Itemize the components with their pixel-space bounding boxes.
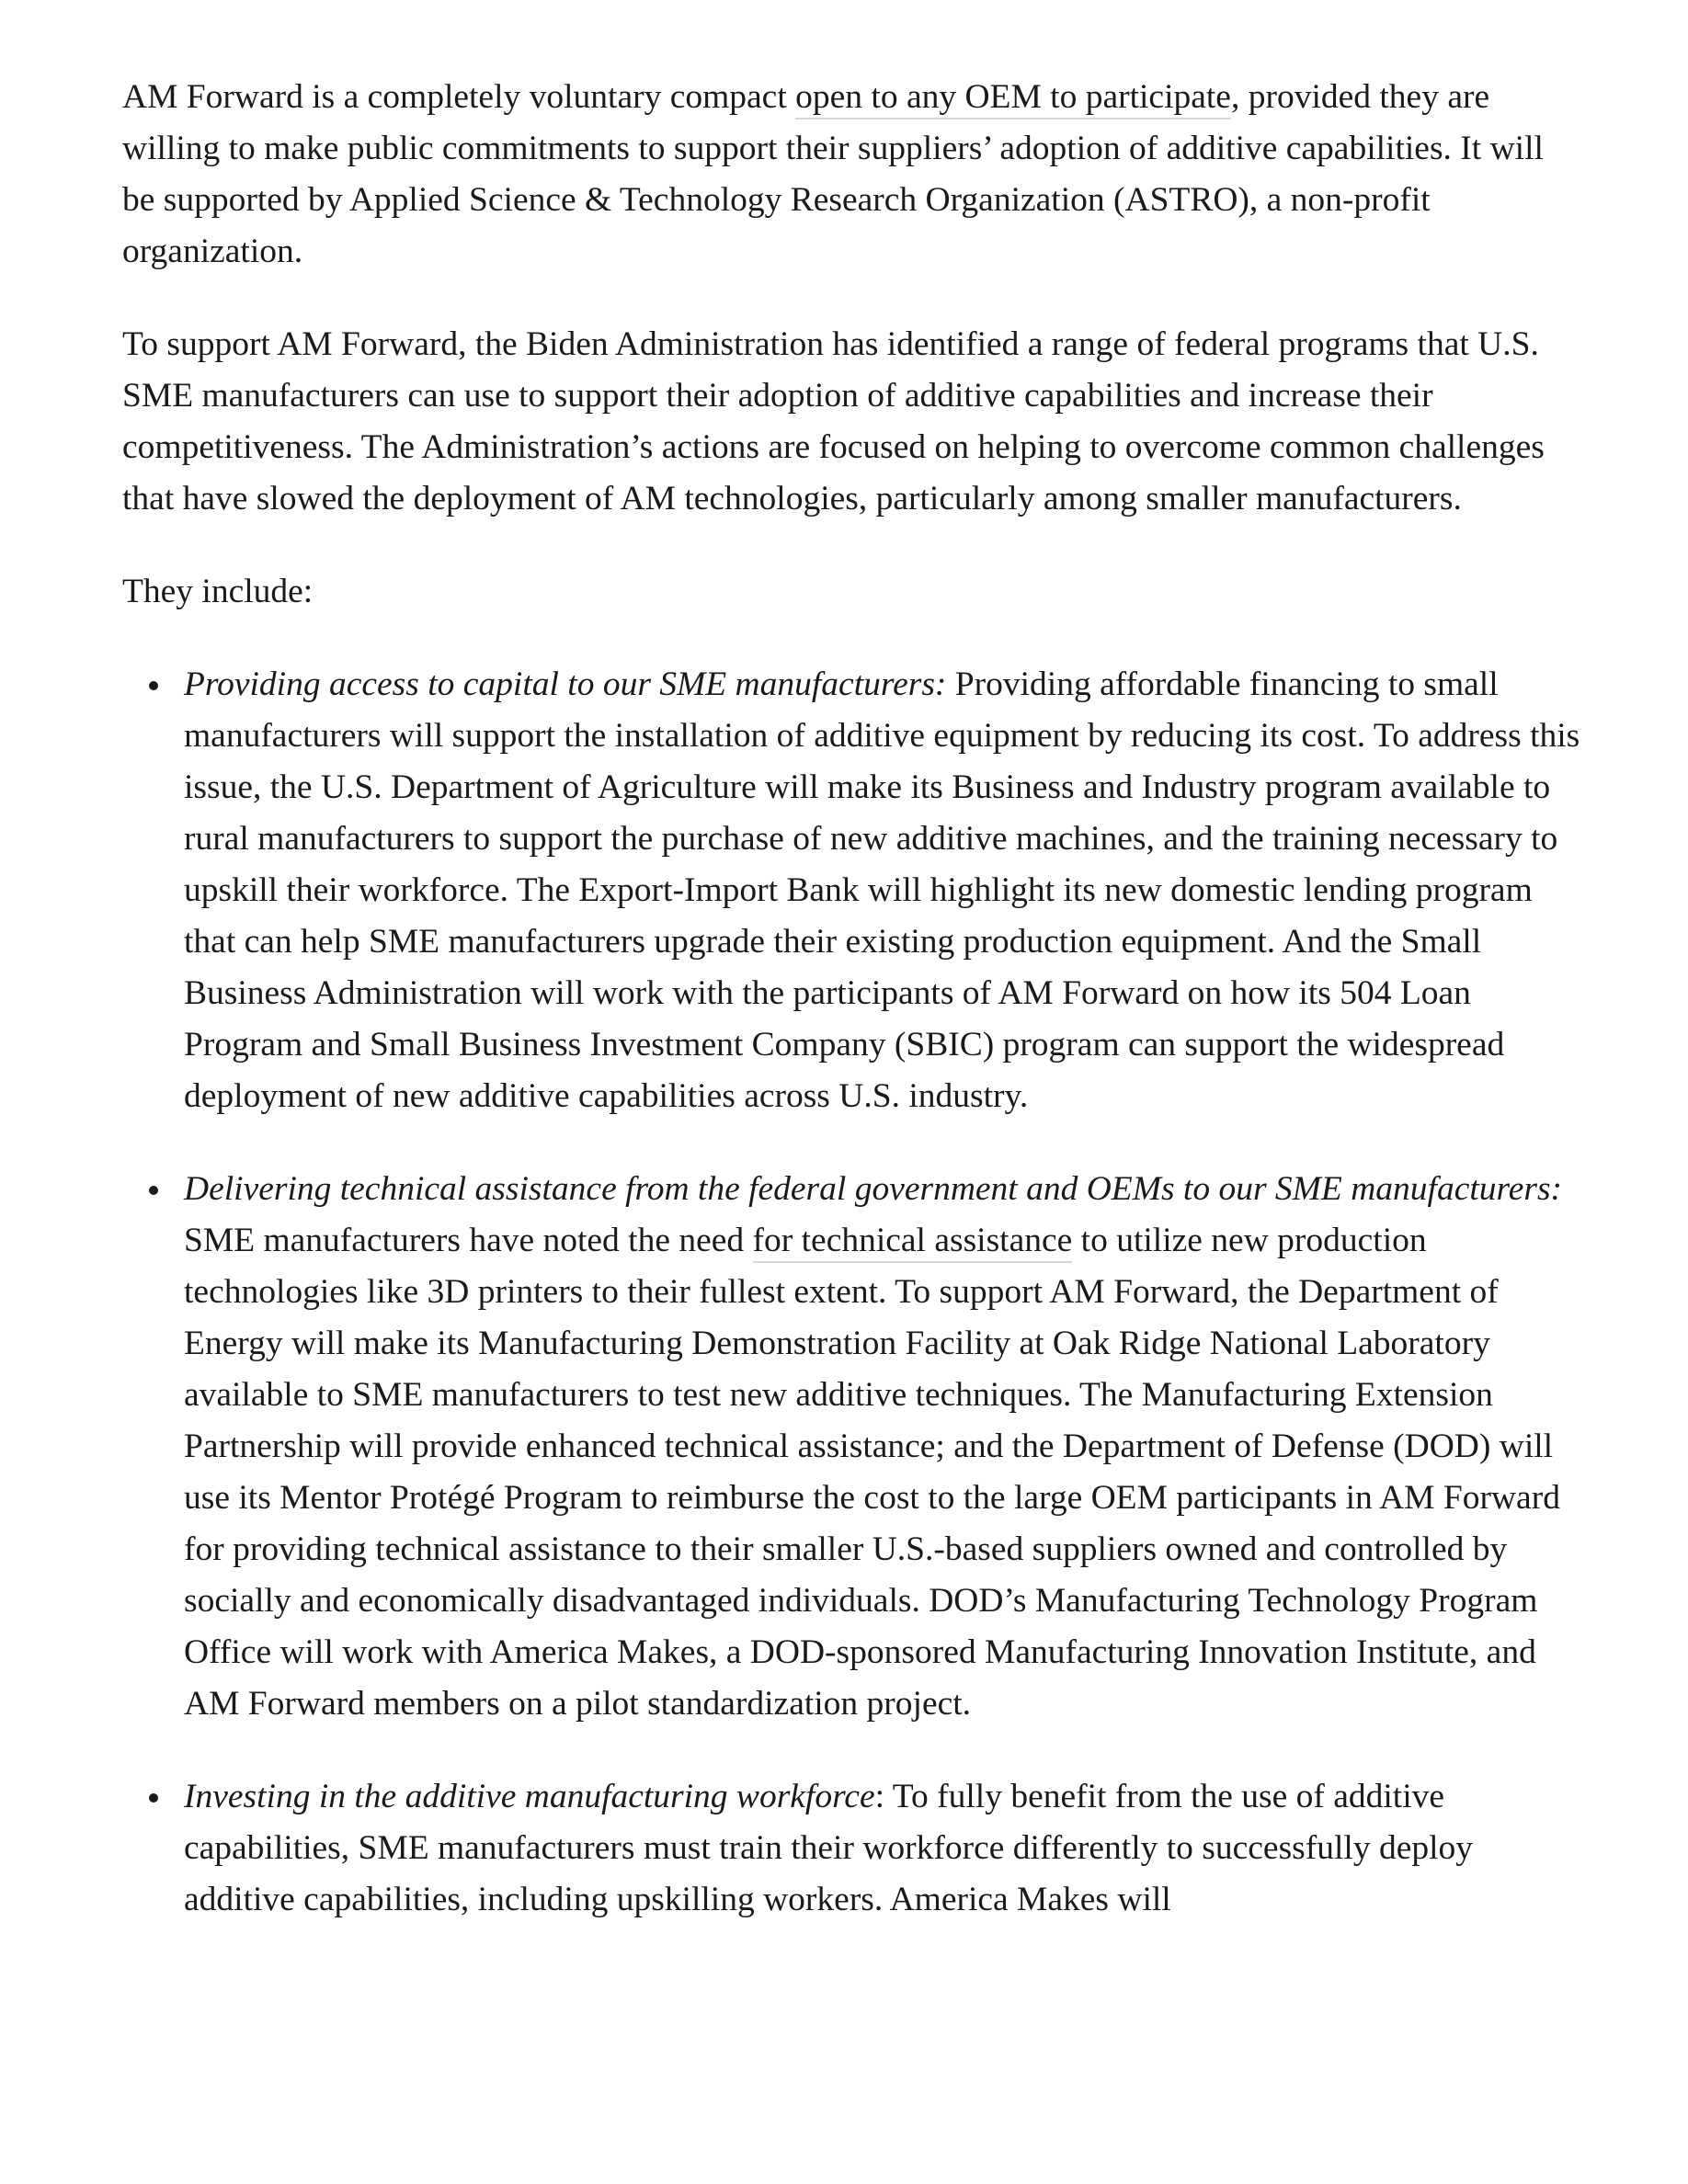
intro-paragraph-1	[122, 72, 1584, 278]
participate-link[interactable]: open to any OEM to participate	[795, 78, 1231, 119]
programs-list	[122, 659, 1584, 1926]
bullet-icon	[149, 1186, 158, 1195]
list-item-lead: Delivering technical assistance from the federal government and OEMs to our SME manufacturers:	[184, 1170, 1563, 1208]
list-item-workforce	[122, 1771, 1584, 1926]
list-item-text: Providing affordable financing to small manufacturers will support the installation of additive equipment by reducing its cost. To address this issue, the U.S. Department of Agriculture will make its Business and Industry program available to rural manufacturers to support the purchase of new additive machines, and the training necessary to upskill their workforce. The Export-Import Bank will highlight its new domestic lending program that can help SME manufacturers upgrade their existing production equipment. And the Small Business Administration will work with the participants of AM Forward on how its 504 Loan Program and Small Business Investment Company (SBIC) program can support the widespread deployment of new additive capabilities across U.S. industry.	[184, 665, 1580, 1115]
intro-paragraph-1-text-start: AM Forward is a completely voluntary compact	[122, 78, 796, 116]
intro-paragraph-2: To support AM Forward, the Biden Administration has identified a range of federal programs that U.S. SME manufacturers can use to support their adoption of additive capabilities and increase their competitiveness. The Administration’s actions are focused on helping to overcome common challenges that have slowed the deployment of AM technologies, particularly among smaller manufacturers.	[122, 325, 1545, 518]
list-item-capital	[122, 659, 1584, 1122]
article-body	[122, 72, 1584, 1967]
list-item-lead: Investing in the additive manufacturing workforce	[184, 1778, 875, 1815]
list-item-text: : To fully benefit from the use of additive capabilities, SME manufacturers must train their workforce differently to successfully deploy additive capabilities, including upskilling workers. America Makes will	[184, 1778, 1474, 1918]
bullet-icon	[149, 1793, 158, 1803]
technical-assistance-link[interactable]: for technical assistance	[753, 1222, 1073, 1263]
bullet-icon	[149, 681, 158, 690]
intro-paragraph-1-text-end: , provided they are willing to make public commitments to support their suppliers’ adoption of additive capabilities. It will be supported by Applied Science & Technology Research Organization (ASTRO), a non-profit organization.	[122, 78, 1544, 270]
list-item-text-end: to utilize new production technologies like 3D printers to their fullest extent. To support AM Forward, the Department of Energy will make its Manufacturing Demonstration Facility at Oak Ridge National Laboratory available to SME manufacturers to test new additive techniques. The Manufacturing Extension Partnership will provide enhanced technical assistance; and the Department of Defense (DOD) will use its Mentor Protégé Program to reimburse the cost to the large OEM participants in AM Forward for providing technical assistance to their smaller U.S.-based suppliers owned and controlled by socially and economically disadvantaged individuals. DOD’s Manufacturing Technology Program Office will work with America Makes, a DOD-sponsored Manufacturing Innovation Institute, and AM Forward members on a pilot standardization project.	[184, 1222, 1560, 1723]
intro-paragraph-3: They include:	[122, 573, 314, 610]
list-item-lead: Providing access to capital to our SME manufacturers:	[184, 665, 947, 703]
list-item-text-start: SME manufacturers have noted the need	[184, 1222, 753, 1259]
list-item-technical-assistance	[122, 1164, 1584, 1730]
